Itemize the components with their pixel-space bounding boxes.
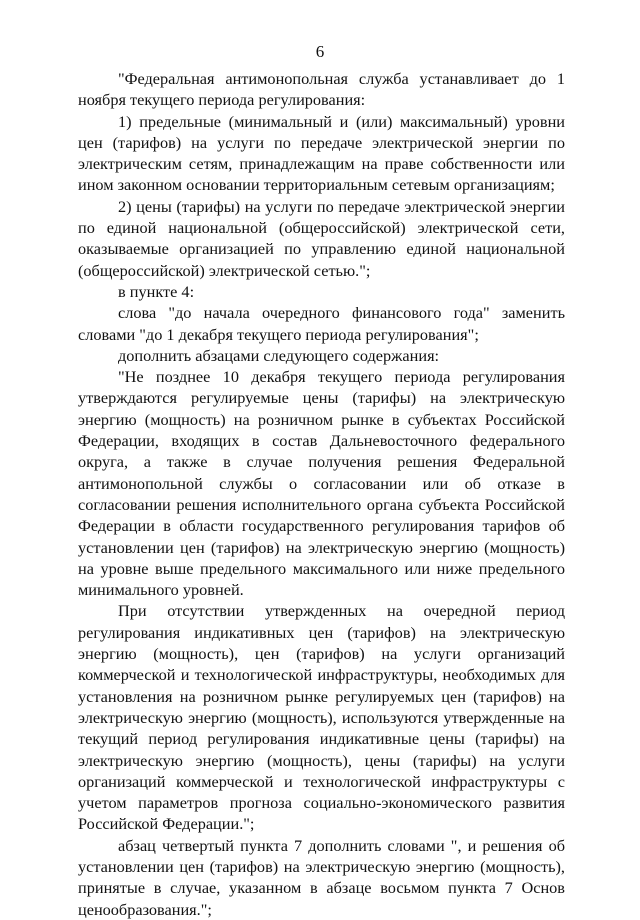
document-body [78,68,565,920]
paragraph: абзац четвертый пункта 7 дополнить словами ", и решения об установлении цен (тарифов) на электрическую энергию (мощность), принятые в случае, указанном в абзаце восьмом пункта 7 Основ ценообразования."; [78,835,565,919]
paragraph: "Не позднее 10 декабря текущего периода регулирования утверждаются регулируемые цены (тарифы) на электрическую энергию (мощность) на розничном рынке в субъектах Российской Федерации, входящих в состав Дальневосточного федерального округа, а также в случае получения решения Федеральной антимонопольной службы о согласовании или об отказе в согласовании решения исполнительного органа субъекта Российской Федерации в области государственного регулирования тарифов об установлении цен (тарифов) на электрическую энергию (мощность) на уровне выше предельного максимального или ниже предельного минимального уровней. [78,367,565,600]
paragraph: "Федеральная антимонопольная служба устанавливает до 1 ноября текущего периода регулирования: [78,69,565,110]
paragraph: слова "до начала очередного финансового года" заменить словами "до 1 декабря текущего периода регулирования"; [78,303,565,344]
paragraph: 2) цены (тарифы) на услуги по передаче электрической энергии по единой национальной (общероссийской) электрической сети, оказываемые организацией по управлению единой национальной (общероссийской) электрической сетью."; [78,196,565,280]
page-number: 6 [315,42,325,61]
paragraph: дополнить абзацами следующего содержания: [118,345,440,365]
paragraph: 1) предельные (минимальный и (или) максимальный) уровни цен (тарифов) на услуги по передаче электрической энергии по электрическим сетям, принадлежащим на праве собственности или ином законном основании территориальным сетевым организациям; [78,111,565,195]
paragraph: При отсутствии утвержденных на очередной период регулирования индикативных цен (тарифов) на электрическую энергию (мощность), цен (тарифов) на услуги организаций коммерческой и технологической инфраструктуры, необходимых для установления на розничном рынке регулируемых цен (тарифов) на электрическую энергию (мощность), используются утвержденные на текущий период регулирования индикативные цены (тарифы) на электрическую энергию (мощность), цены (тарифы) на услуги организаций коммерческой и технологической инфраструктуры с учетом параметров прогноза социально-экономического развития Российской Федерации."; [78,601,565,834]
paragraph: в пункте 4: [118,281,195,301]
